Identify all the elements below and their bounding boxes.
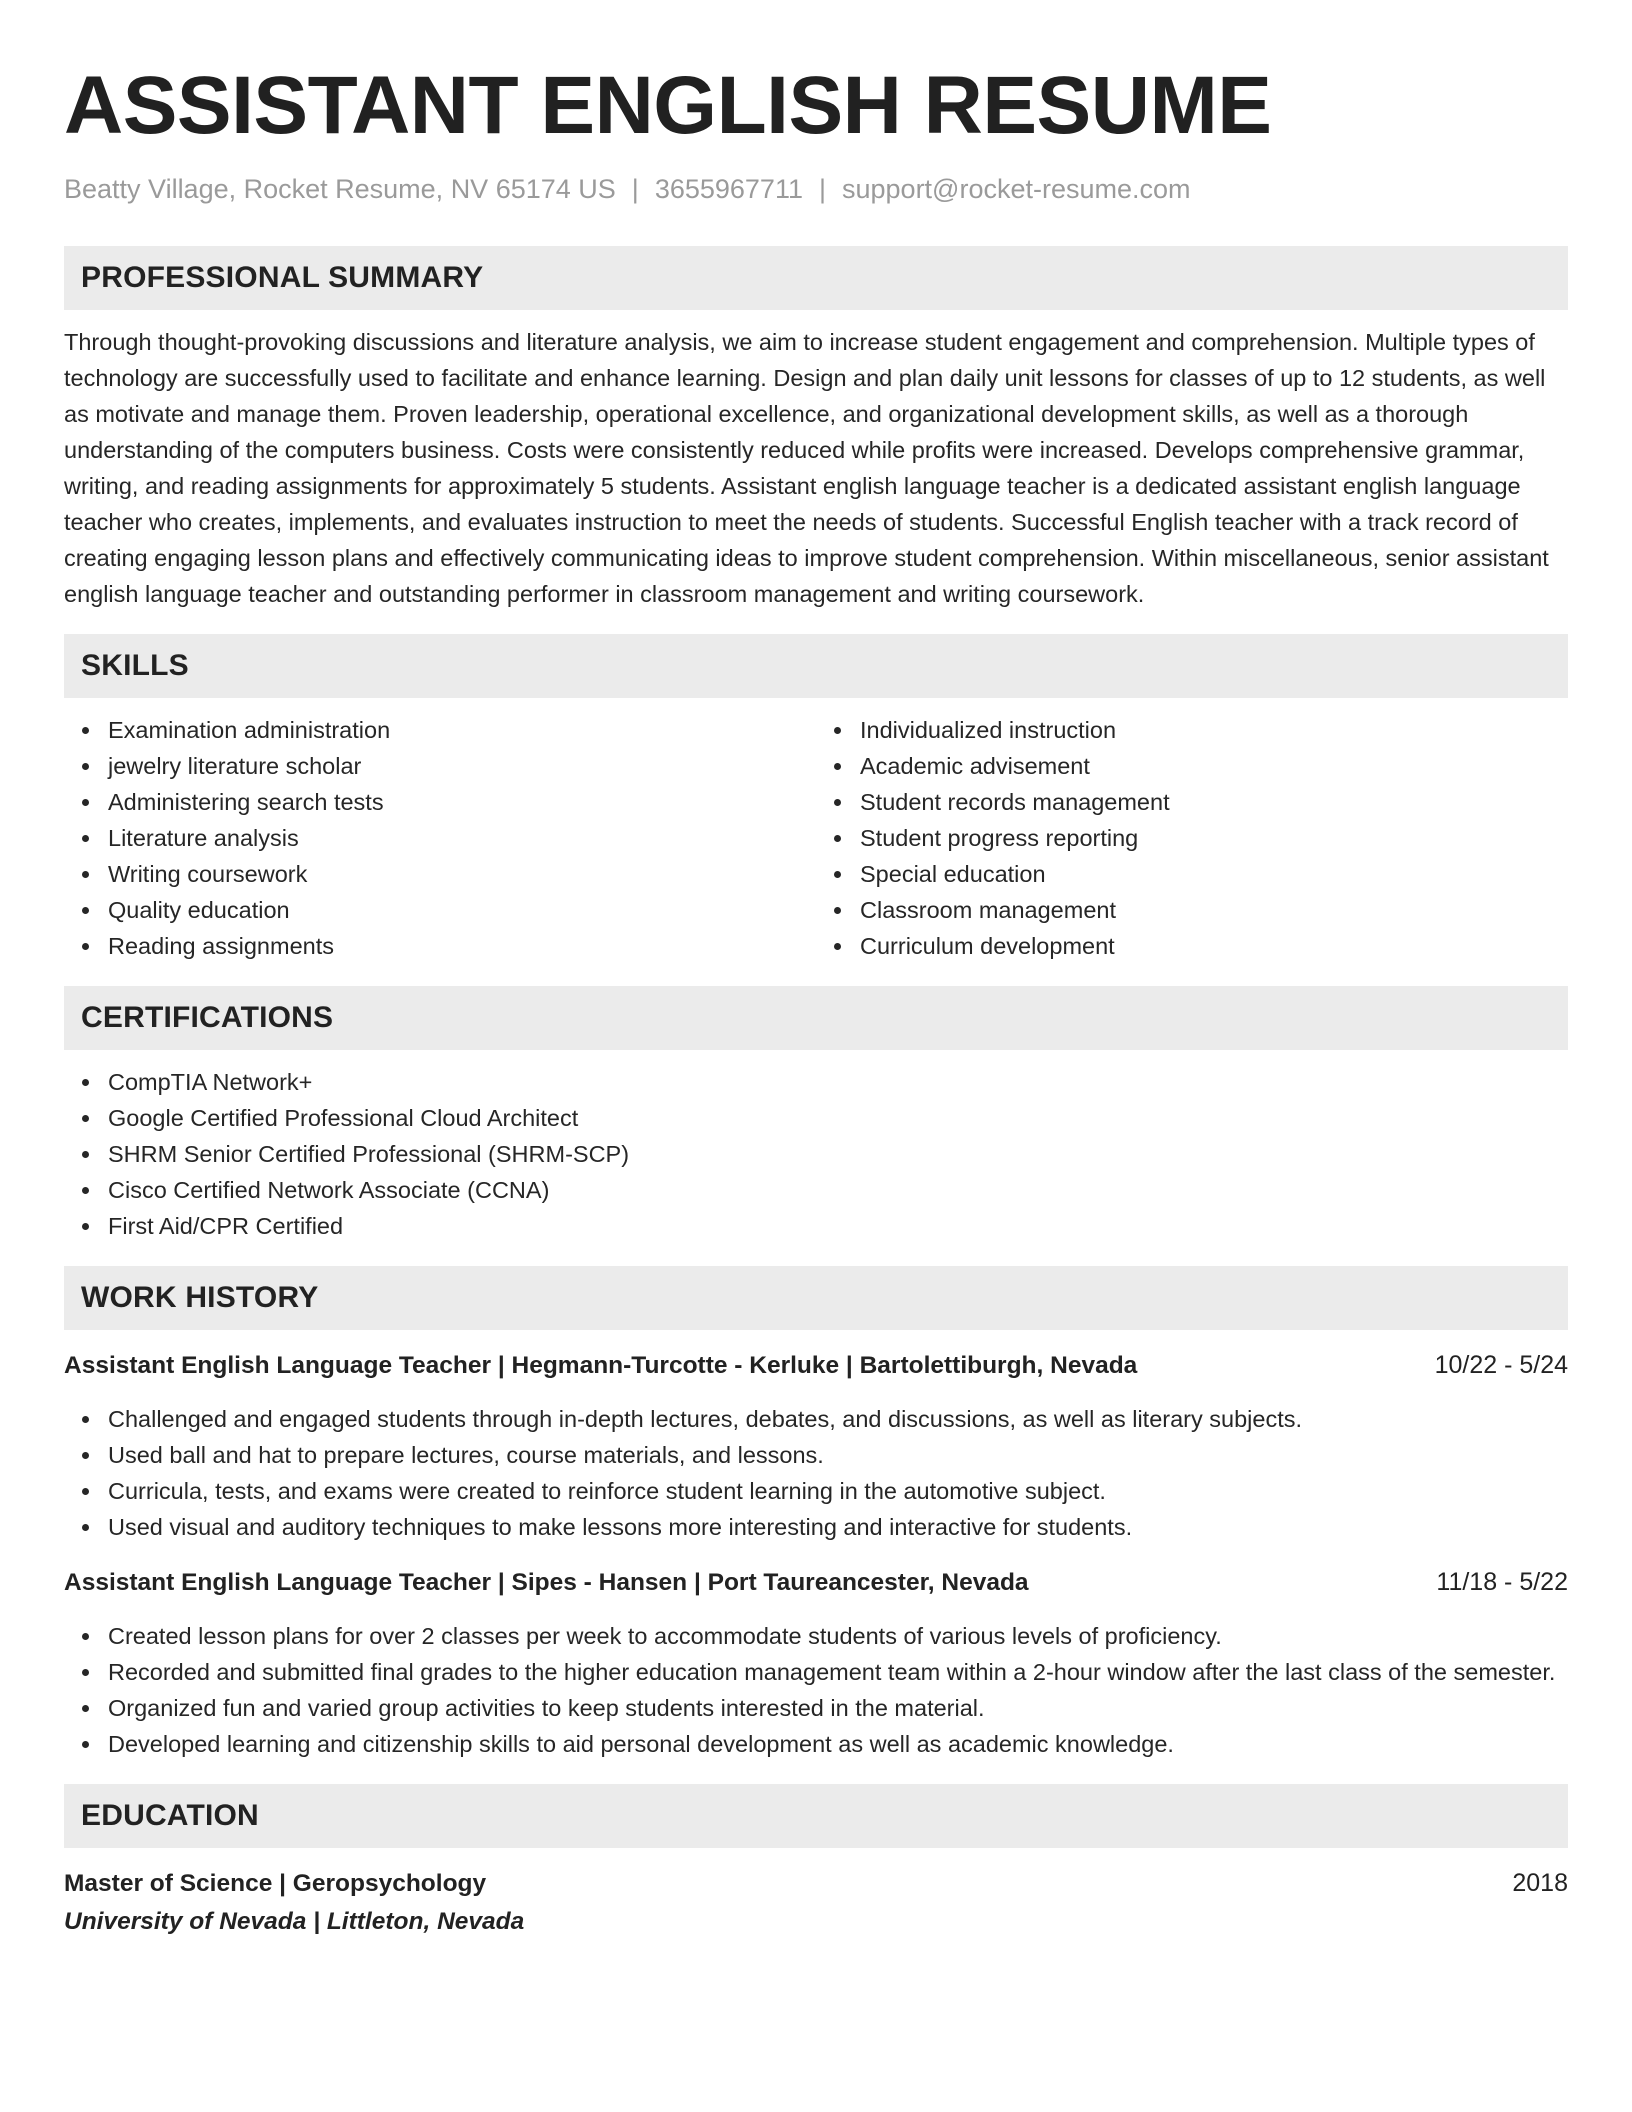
- skills-list-right: [816, 712, 1568, 964]
- skill-item: Individualized instruction: [860, 712, 1568, 748]
- job-title: Assistant English Language Teacher | Sipes - Hansen | Port Taureancester, Nevada: [64, 1569, 1029, 1596]
- job-bullet: Organized fun and varied group activities to keep students interested in the material.: [108, 1690, 1568, 1726]
- job-entry: [64, 1565, 1568, 1762]
- certification-item: Cisco Certified Network Associate (CCNA): [108, 1172, 1568, 1208]
- job-bullet: Developed learning and citizenship skills to aid personal development as well as academic knowledge.: [108, 1726, 1568, 1762]
- skill-item: Classroom management: [860, 892, 1568, 928]
- education-school: University of Nevada | Littleton, Nevada: [64, 1908, 525, 1935]
- skill-item: Examination administration: [108, 712, 816, 748]
- certification-item: SHRM Senior Certified Professional (SHRM-SCP): [108, 1136, 1568, 1172]
- skills-column-right: [816, 712, 1568, 964]
- job-bullet: Created lesson plans for over 2 classes per week to accommodate students of various levels of proficiency.: [108, 1618, 1568, 1654]
- job-bullet: Curricula, tests, and exams were created to reinforce student learning in the automotive subject.: [108, 1473, 1568, 1509]
- skills-grid: [64, 712, 1568, 964]
- education-year: 2018: [1512, 1869, 1568, 1897]
- skill-item: Writing coursework: [108, 856, 816, 892]
- section-heading-work-history: WORK HISTORY: [64, 1266, 1568, 1330]
- resume-title: ASSISTANT ENGLISH RESUME: [64, 60, 1272, 151]
- section-heading-education: EDUCATION: [64, 1784, 1568, 1848]
- job-dates: 10/22 - 5/24: [1434, 1351, 1568, 1379]
- contact-separator: |: [818, 174, 826, 204]
- education-degree: Master of Science | Geropsychology: [64, 1870, 487, 1897]
- skill-item: Quality education: [108, 892, 816, 928]
- contact-address: Beatty Village, Rocket Resume, NV 65174 US: [64, 174, 616, 204]
- certification-item: CompTIA Network+: [108, 1064, 1568, 1100]
- skill-item: Student records management: [860, 784, 1568, 820]
- certification-item: First Aid/CPR Certified: [108, 1208, 1568, 1244]
- skills-column-left: [64, 712, 816, 964]
- skill-item: Curriculum development: [860, 928, 1568, 964]
- skill-item: Student progress reporting: [860, 820, 1568, 856]
- job-bullets: [64, 1618, 1568, 1762]
- skill-item: Literature analysis: [108, 820, 816, 856]
- job-bullet: Recorded and submitted final grades to the higher education management team within a 2-hour window after the last class of the semester.: [108, 1654, 1568, 1690]
- certification-item: Google Certified Professional Cloud Architect: [108, 1100, 1568, 1136]
- contact-line: [64, 172, 1568, 206]
- contact-separator: |: [631, 174, 639, 204]
- contact-email: support@rocket-resume.com: [842, 174, 1191, 204]
- job-entry: [64, 1348, 1568, 1545]
- skill-item: Reading assignments: [108, 928, 816, 964]
- section-heading-certifications: CERTIFICATIONS: [64, 986, 1568, 1050]
- job-dates: 11/18 - 5/22: [1436, 1568, 1568, 1596]
- skill-item: Special education: [860, 856, 1568, 892]
- education-entry: [64, 1866, 1568, 1939]
- job-bullet: Used visual and auditory techniques to make lessons more interesting and interactive for students.: [108, 1509, 1568, 1545]
- section-heading-summary: PROFESSIONAL SUMMARY: [64, 246, 1568, 310]
- section-heading-skills: SKILLS: [64, 634, 1568, 698]
- summary-text: Through thought-provoking discussions and literature analysis, we aim to increase student engagement and comprehension. Multiple types of technology are successfully used to facilitate and enhance learning. Design and plan daily unit lessons for classes of up to 12 students, as well as motivate and manage them. Proven leadership, operational excellence, and organizational development skills, as well as a thorough understanding of the computers business. Costs were consistently reduced while profits were increased. Develops comprehensive grammar, writing, and reading assignments for approximately 5 students. Assistant english language teacher is a dedicated assistant english language teacher who creates, implements, and evaluates instruction to meet the needs of students. Successful English teacher with a track record of creating engaging lesson plans and effectively communicating ideas to improve student comprehension. Within miscellaneous, senior assistant english language teacher and outstanding performer in classroom management and writing coursework.: [64, 329, 1549, 607]
- skill-item: Academic advisement: [860, 748, 1568, 784]
- skill-item: Administering search tests: [108, 784, 816, 820]
- job-bullets: [64, 1401, 1568, 1545]
- job-bullet: Used ball and hat to prepare lectures, course materials, and lessons.: [108, 1437, 1568, 1473]
- job-bullet: Challenged and engaged students through in-depth lectures, debates, and discussions, as well as literary subjects.: [108, 1401, 1568, 1437]
- job-header: [64, 1348, 1568, 1383]
- certifications-list: [64, 1064, 1568, 1244]
- contact-phone: 3655967711: [654, 174, 803, 204]
- skills-list-left: [64, 712, 816, 964]
- job-title: Assistant English Language Teacher | Hegmann-Turcotte - Kerluke | Bartolettiburgh, Nevada: [64, 1352, 1138, 1379]
- job-header: [64, 1565, 1568, 1600]
- skill-item: jewelry literature scholar: [108, 748, 816, 784]
- education-header: [64, 1866, 1568, 1901]
